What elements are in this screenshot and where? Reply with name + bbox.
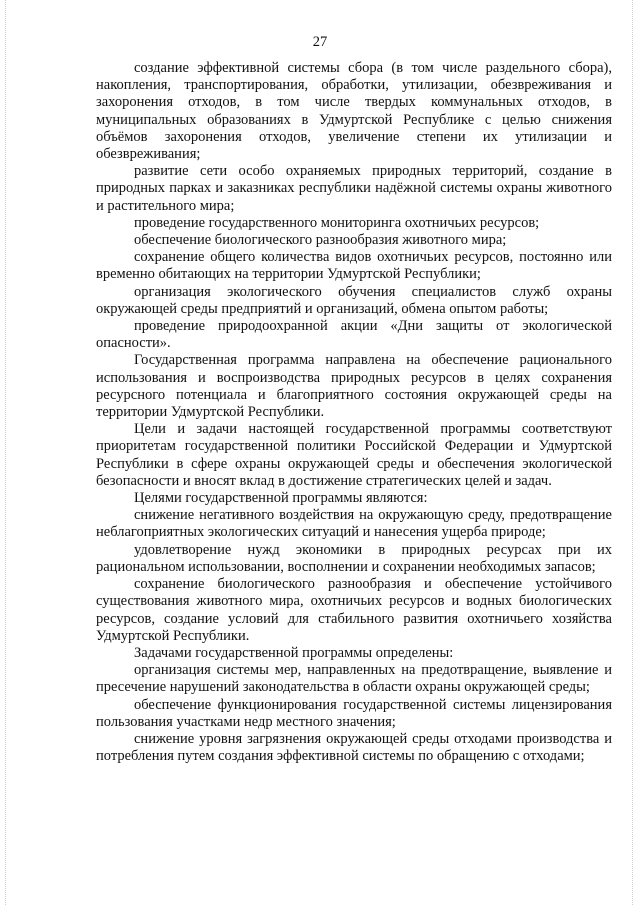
paragraph-protected-areas: развитие сети особо охраняемых природных территорий, создание в природных парках и заказниках республики надёжной системы охраны животного и растительного мира; <box>96 163 612 214</box>
paragraph-waste-system: создание эффективной системы сбора (в том числе раздельного сбора), накопления, транспортирования, обработки, утилизации, обезвреживания и захоронения отходов, в том числе твердых коммунальных отходов, в муниципальных образованиях в Удмуртской Республике с целью снижения объёмов захоронения отходов, увеличение степени их утилизации и обезвреживания; <box>96 60 612 163</box>
paragraph-goal-resource-needs: удовлетворение нужд экономики в природных ресурсах при их рациональном использовании, восполнении и сохранении необходимых запасов; <box>96 541 612 575</box>
paragraph-program-purpose: Государственная программа направлена на обеспечение рационального использования и воспроизводства природных ресурсов в целях сохранения ресурсного потенциала и благоприятного состояния окружающей среды на территории Удмуртской Республики. <box>96 352 612 421</box>
paragraph-species-preservation: сохранение общего количества видов охотничьих ресурсов, постоянно или временно обитающих на территории Удмуртской Республики; <box>96 249 612 283</box>
paragraph-ecological-training: организация экологического обучения специалистов служб охраны окружающей среды предприятий и организаций, обмена опытом работы; <box>96 283 612 317</box>
paragraph-biodiversity: обеспечение биологического разнообразия животного мира; <box>134 232 507 249</box>
page-number: 27 <box>312 34 328 50</box>
paragraph-goal-impact-reduction: снижение негативного воздействия на окружающую среду, предотвращение неблагоприятных экологических ситуаций и нанесения ущерба природе; <box>96 507 612 541</box>
paragraph-eco-action: проведение природоохранной акции «Дни защиты от экологической опасности». <box>96 318 612 352</box>
left-scan-edge <box>5 0 7 905</box>
paragraph-program-priorities: Цели и задачи настоящей государственной программы соответствуют приоритетам государственной политики Российской Федерации и Удмуртской Республики в сфере охраны окружающей среды и обеспечения экологической безопасности и вносят вклад в достижение стратегических целей и задач. <box>96 421 612 489</box>
right-scan-edge <box>632 0 634 905</box>
paragraph-tasks-heading: Задачами государственной программы определены: <box>134 644 454 661</box>
body-text <box>96 60 612 765</box>
paragraph-goals-heading: Целями государственной программы являются: <box>134 490 428 507</box>
paragraph-goal-biodiversity: сохранение биологического разнообразия и обеспечение устойчивого существования животного мира, охотничьих ресурсов и водных биологических ресурсов, создание условий для стабильного развития охотничьего хозяйства Удмуртской Республики. <box>96 576 612 644</box>
paragraph-task-licensing: обеспечение функционирования государственной системы лицензирования пользования участками недр местного значения; <box>96 696 612 730</box>
paragraph-task-pollution: снижение уровня загрязнения окружающей среды отходами производства и потребления путем создания эффективной системы по обращению с отходами; <box>96 730 612 765</box>
paragraph-task-violations: организация системы мер, направленных на предотвращение, выявление и пресечение нарушений законодательства в области охраны окружающей среды; <box>96 662 612 696</box>
paragraph-hunting-monitoring: проведение государственного мониторинга охотничьих ресурсов; <box>134 214 540 231</box>
